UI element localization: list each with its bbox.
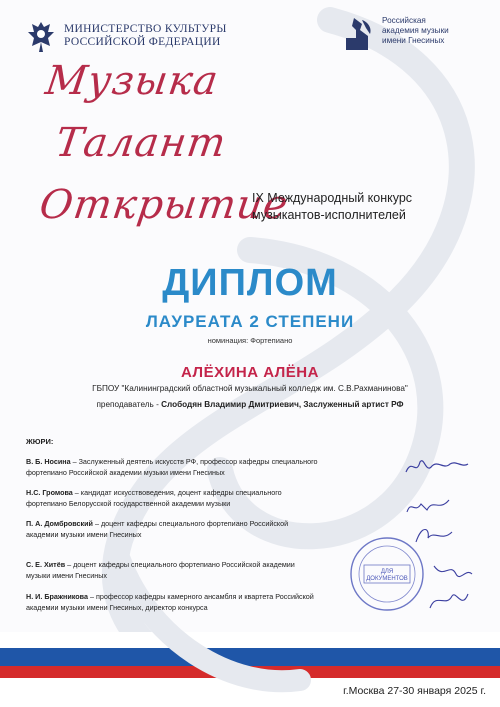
jury-member-desc-2: музыки имени Гнесиных	[26, 570, 107, 580]
jury-member-desc: – Заслуженный деятель искусств РФ, профессор кафедры специального	[70, 457, 318, 466]
gnessin-line-2: академия музыки	[382, 26, 449, 35]
official-stamp	[348, 535, 426, 613]
stamp-line-2: ДОКУМЕНТОВ	[366, 576, 408, 582]
place-date: г.Москва 27-30 января 2025 г.	[343, 685, 486, 697]
jury-member-name: П. А. Домбровский	[26, 519, 93, 528]
jury-member	[26, 457, 371, 478]
jury-member-name: Н. И. Бражникова	[26, 592, 88, 601]
eagle-emblem-icon	[26, 18, 56, 54]
jury-member	[26, 488, 371, 509]
jury-member-desc: – доцент кафедры специального фортепиано Российской	[92, 519, 289, 528]
ministry-logo	[26, 18, 227, 54]
jury-member-desc-2: фортепиано Белорусской государственной академии музыки	[26, 498, 231, 508]
script-title-talent: Талант	[52, 120, 230, 166]
jury-member-desc-2: фортепиано Российской академии музыки имени Гнесиных	[26, 467, 225, 477]
teacher-prefix: преподаватель -	[96, 400, 162, 409]
ministry-line-1: МИНИСТЕРСТВО КУЛЬТУРЫ	[64, 23, 227, 35]
script-title-discovery: Открытие	[36, 182, 292, 228]
jury-member-desc: – кандидат искусствоведения, доцент кафедры специального	[72, 488, 282, 497]
jury-member-desc: – профессор кафедры камерного ансамбля и квартета Российской	[87, 592, 314, 601]
signature-2	[405, 494, 453, 520]
contest-line-1: IX Международный конкурс	[252, 191, 413, 205]
recipient-name: АЛЁХИНА АЛЁНА	[181, 364, 319, 381]
gnessin-line-3: имени Гнесиных	[382, 36, 445, 45]
stamp-line-1: ДЛЯ	[380, 569, 394, 575]
jury-member-desc-2: академии музыки имени Гнесиных	[26, 529, 142, 539]
jury-member	[26, 592, 371, 613]
jury-heading: ЖЮРИ:	[26, 437, 54, 446]
ministry-line-2: РОССИЙСКОЙ ФЕДЕРАЦИИ	[64, 36, 221, 48]
laureate-degree: ЛАУРЕАТА 2 СТЕПЕНИ	[145, 312, 355, 331]
recipient-college: ГБПОУ "Калининградский областной музыкальный колледж им. С.В.Рахманинова"	[92, 384, 408, 393]
signature-5	[426, 588, 470, 614]
jury-member	[26, 560, 371, 581]
nomination: номинация: Фортепиано	[207, 336, 293, 345]
jury-member-desc: – доцент кафедры специального фортепиано Российской академии	[65, 560, 295, 569]
contest-line-2: музыкантов-исполнителей	[252, 208, 406, 222]
diploma-heading: ДИПЛОМ	[162, 262, 338, 304]
gnessin-academy-icon	[342, 16, 374, 54]
teacher-name: Слободян Владимир Дмитриевич, Заслуженный артист РФ	[161, 400, 404, 409]
gnessin-line-1: Российская	[382, 16, 426, 25]
signature-1	[404, 454, 470, 480]
jury-member-desc-2: академии музыки имени Гнесиных, директор конкурса	[26, 602, 208, 612]
signature-4	[430, 560, 474, 586]
contest-title	[252, 190, 412, 224]
gnessin-academy-logo	[342, 16, 449, 54]
jury-member-name: Н.С. Громова	[26, 488, 73, 497]
jury-member	[26, 519, 371, 540]
jury-member-name: В. Б. Носина	[26, 457, 71, 466]
script-title-music: Музыка	[42, 58, 222, 104]
recipient-teacher	[0, 400, 500, 409]
jury-member-name: С. Е. Хитёв	[26, 560, 66, 569]
